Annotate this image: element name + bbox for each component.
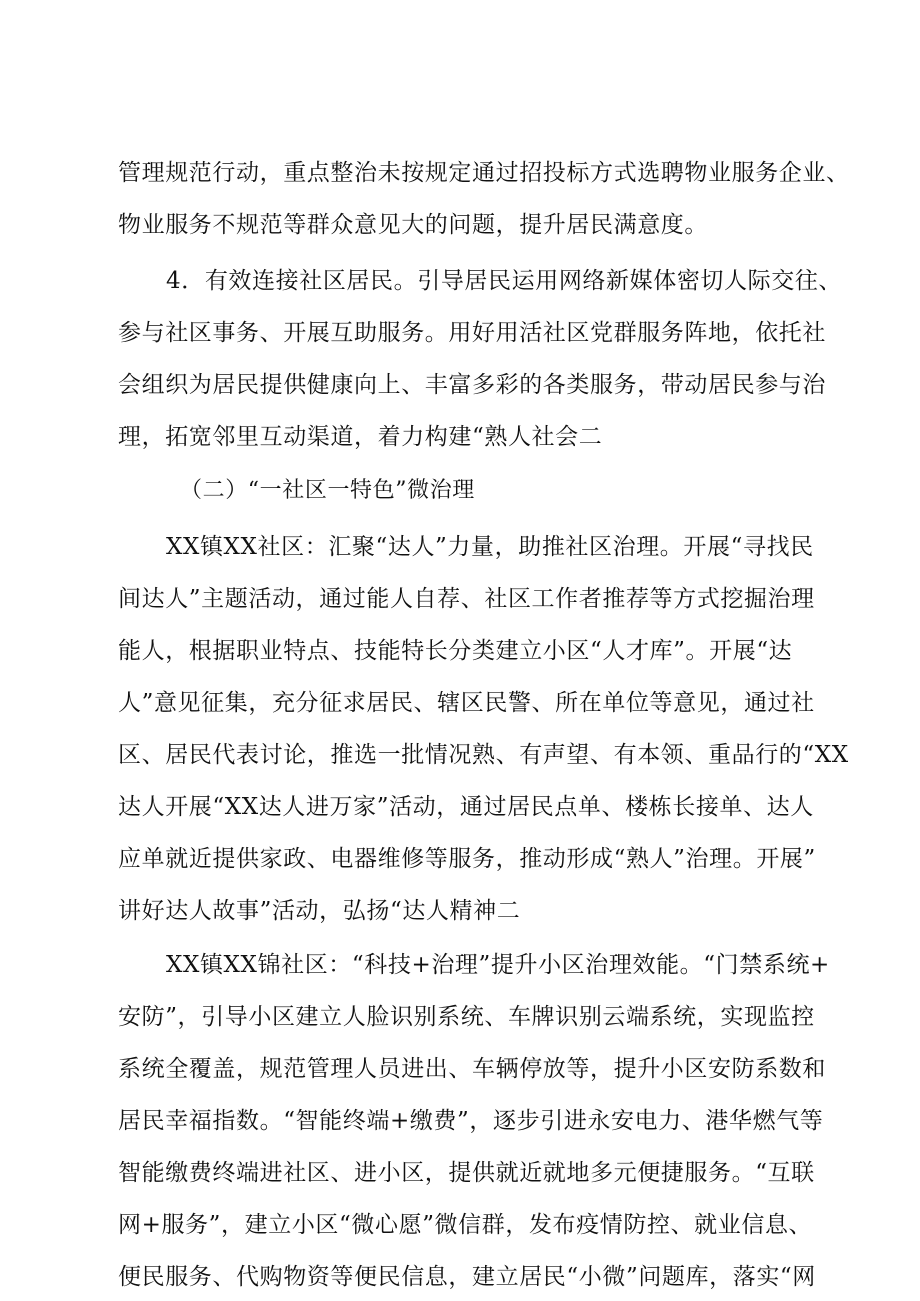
paragraph-line: 系统全覆盖，规范管理人员进出、车辆停放等，提升小区安防系数和 — [118, 1056, 826, 1082]
paragraph-line: 居民幸福指数。“智能终端+缴费”，逐步引进永安电力、港华燃气等 — [118, 1108, 824, 1134]
paragraph-line: 区、居民代表讨论，推选一批情况熟、有声望、有本领、重品行的“XX — [118, 742, 849, 768]
paragraph-line: XX镇XX锦社区：“科技+治理”提升小区治理效能。“门禁系统+ — [166, 952, 830, 978]
paragraph-line: 管理规范行动，重点整治未按规定通过招投标方式选聘物业服务企业、 — [118, 160, 850, 186]
paragraph-line: 4．有效连接社区居民。引导居民运用网络新媒体密切人际交往、 — [166, 268, 843, 294]
paragraph-line: 能人，根据职业特点、技能特长分类建立小区“人才库”。开展“达 — [118, 638, 793, 664]
paragraph-line: 讲好达人故事”活动，弘扬“达人精神二 — [118, 898, 521, 924]
paragraph-line: 会组织为居民提供健康向上、丰富多彩的各类服务，带动居民参与治 — [118, 372, 826, 398]
paragraph-line: 参与社区事务、开展互助服务。用好用活社区党群服务阵地，依托社 — [118, 320, 826, 346]
paragraph-line: 智能缴费终端进社区、进小区，提供就近就地多元便捷服务。“互联 — [118, 1160, 815, 1186]
paragraph-line: 便民服务、代购物资等便民信息，建立居民“小微”问题库，落实“网 — [118, 1264, 816, 1290]
section-heading: （二）“一社区一特色”微治理 — [180, 478, 475, 503]
paragraph-line: XX镇XX社区：汇聚“达人”力量，助推社区治理。开展“寻找民 — [166, 534, 814, 560]
paragraph-line: 人”意见征集，充分征求居民、辖区民警、所在单位等意见，通过社 — [118, 690, 815, 716]
paragraph-line: 物业服务不规范等群众意见大的问题，提升居民满意度。 — [118, 212, 708, 238]
paragraph-line: 网+服务”，建立小区“微心愿”微信群，发布疫情防控、就业信息、 — [118, 1212, 813, 1238]
paragraph-line: 理，拓宽邻里互动渠道，着力构建“熟人社会二 — [118, 424, 603, 450]
paragraph-line: 应单就近提供家政、电器维修等服务，推动形成“熟人”治理。开展” — [118, 846, 816, 872]
paragraph-line: 达人开展“XX达人进万家”活动，通过居民点单、楼栋长接单、达人 — [118, 794, 814, 820]
paragraph-line: 安防”，引导小区建立人脸识别系统、车牌识别云端系统，实现监控 — [118, 1004, 815, 1030]
paragraph-line: 间达人”主题活动，通过能人自荐、社区工作者推荐等方式挖掘治理 — [118, 586, 815, 612]
